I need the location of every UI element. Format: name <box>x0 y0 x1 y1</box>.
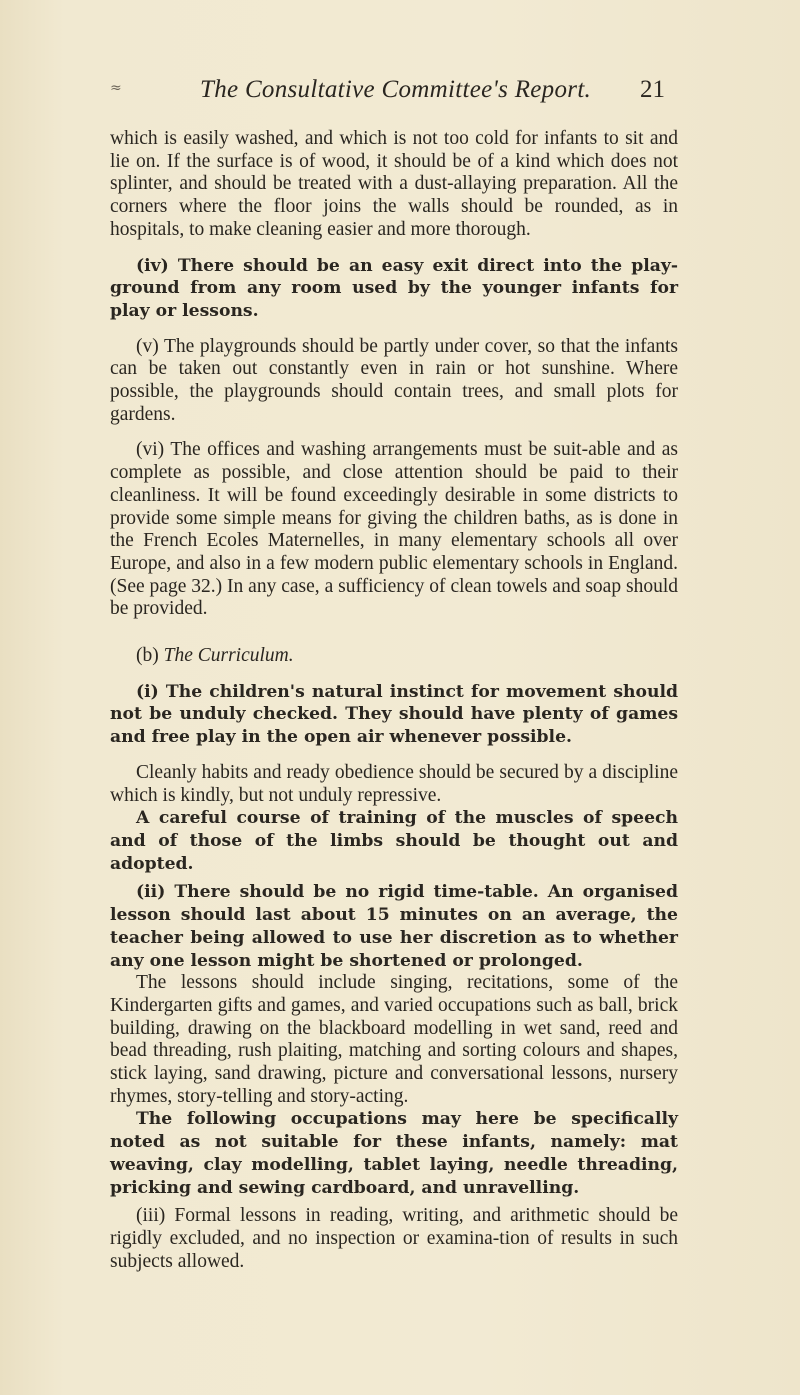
paragraph-unsuitable: The following occupations may here be specifically noted as not suitable for these infants, namely: mat weaving, clay modelling, tablet laying, needle threading, pricking and sewing cardboard, and unravelling. <box>110 1109 678 1198</box>
section-heading <box>110 645 678 668</box>
page-mark: ≈ <box>110 80 122 96</box>
page-body <box>110 128 678 1273</box>
running-header <box>0 78 800 112</box>
paragraph-training: A careful course of training of the muscles of speech and of those of the limbs should be thought out and adopted. <box>110 808 678 874</box>
section-label: (b) <box>136 645 159 667</box>
paragraph-habits: Cleanly habits and ready obedience should be secured by a discipline which is kindly, but not unduly repressive. <box>110 761 678 806</box>
paragraph-movement: (i) The children's natural instinct for movement should not be unduly checked. They should have plenty of games and free play in the open air whenever possible. <box>110 681 678 748</box>
running-title: The Consultative Committee's Report. <box>200 76 592 103</box>
paragraph-offices: (vi) The offices and washing arrangements must be suit-able and as complete as possible, and close attention should be paid to their cleanliness. It will be found exceedingly desirable in some districts to provide some simple means for giving the children baths, as is done in the French Ecoles Maternelles, in many elementary schools all over Europe, and also in a few modern public elementary schools in England. (See page 32.) In any case, a sufficiency of clean towels and soap should be provided. <box>110 439 678 620</box>
paragraph-playgrounds: (v) The playgrounds should be partly under cover, so that the infants can be taken out constantly even in rain or hot sunshine. Where possible, the playgrounds should contain trees, and small plots for gardens. <box>110 335 678 425</box>
section-title: The Curriculum. <box>163 645 294 667</box>
paragraph-lessons: The lessons should include singing, recitations, some of the Kindergarten gifts and games, and varied occupations such as ball, brick building, drawing on the blackboard modelling in wet sand, reed and bead threading, rush plaiting, matching and sorting colours and shapes, stick laying, sand drawing, picture and conversational lessons, nursery rhymes, story-telling and story-acting. <box>110 972 678 1107</box>
page-number: 21 <box>640 76 665 103</box>
paragraph-continued: which is easily washed, and which is not too cold for infants to sit and lie on. If the surface is of wood, it should be of a kind which does not splinter, and should be treated with a dust-allaying preparation. All the corners where the floor joins the walls should be rounded, as in hospitals, to make cleaning easier and more thorough. <box>110 128 678 240</box>
paragraph-formal-lessons: (iii) Formal lessons in reading, writing, and arithmetic should be rigidly excluded, and no inspection or examina-tion of results in such subjects allowed. <box>110 1205 678 1272</box>
paragraph-timetable: (ii) There should be no rigid time-table. An organised lesson should last about 15 minutes on an average, the teacher being allowed to use her discretion as to whether any one lesson might be shortened or prolonged. <box>110 882 678 971</box>
paragraph-exit: (iv) There should be an easy exit direct into the play-ground from any room used by the younger infants for play or lessons. <box>110 255 678 321</box>
